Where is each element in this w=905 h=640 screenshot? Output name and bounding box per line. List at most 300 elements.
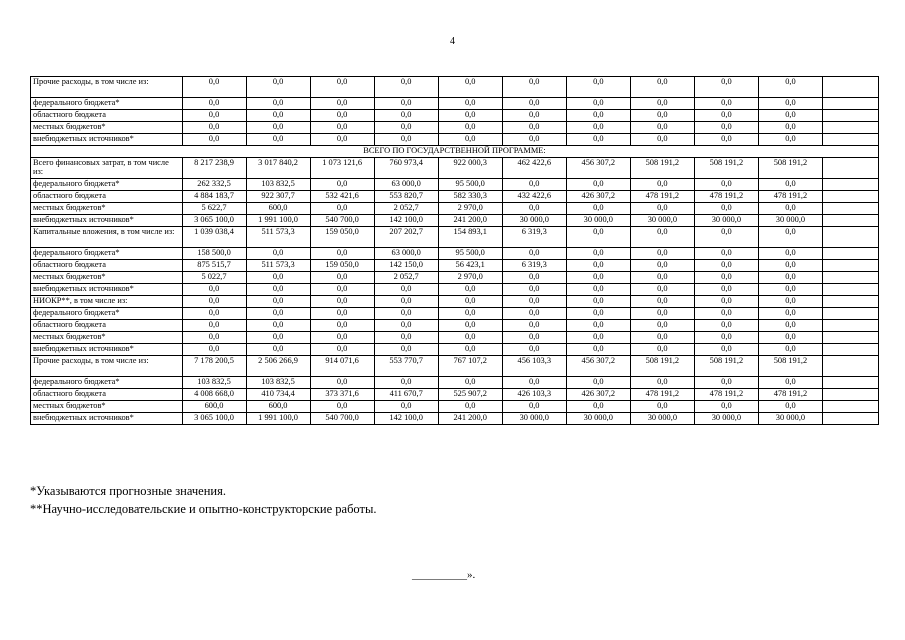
value-cell: 0,0 bbox=[310, 308, 374, 320]
value-cell: 0,0 bbox=[502, 308, 566, 320]
value-cell: 0,0 bbox=[694, 110, 758, 122]
value-cell: 478 191,2 bbox=[758, 191, 822, 203]
empty-cell bbox=[822, 272, 878, 284]
value-cell: 63 000,0 bbox=[374, 248, 438, 260]
value-cell: 0,0 bbox=[694, 98, 758, 110]
value-cell: 6 319,3 bbox=[502, 260, 566, 272]
value-cell: 159 050,0 bbox=[310, 260, 374, 272]
value-cell: 0,0 bbox=[246, 308, 310, 320]
table-row bbox=[31, 122, 879, 134]
value-cell: 478 191,2 bbox=[630, 191, 694, 203]
value-cell: 0,0 bbox=[694, 401, 758, 413]
value-cell: 411 670,7 bbox=[374, 389, 438, 401]
value-cell: 0,0 bbox=[694, 77, 758, 98]
row-label: НИОКР**, в том числе из: bbox=[31, 296, 183, 308]
row-label: Капитальные вложения, в том числе из: bbox=[31, 227, 183, 248]
value-cell: 0,0 bbox=[310, 122, 374, 134]
value-cell: 540 700,0 bbox=[310, 413, 374, 425]
value-cell: 0,0 bbox=[630, 248, 694, 260]
value-cell: 0,0 bbox=[694, 272, 758, 284]
value-cell: 0,0 bbox=[246, 122, 310, 134]
value-cell: 0,0 bbox=[694, 284, 758, 296]
value-cell: 0,0 bbox=[246, 320, 310, 332]
footnote-niokr: **Научно-исследовательские и опытно-конструкторские работы. bbox=[30, 502, 377, 516]
value-cell: 0,0 bbox=[630, 332, 694, 344]
value-cell: 5 022,7 bbox=[182, 272, 246, 284]
value-cell: 0,0 bbox=[502, 134, 566, 146]
table-row bbox=[31, 110, 879, 122]
table-row bbox=[31, 77, 879, 98]
value-cell: 0,0 bbox=[630, 110, 694, 122]
value-cell: 0,0 bbox=[182, 296, 246, 308]
value-cell: 0,0 bbox=[182, 332, 246, 344]
value-cell: 0,0 bbox=[630, 77, 694, 98]
value-cell: 0,0 bbox=[374, 296, 438, 308]
empty-cell bbox=[822, 122, 878, 134]
value-cell: 0,0 bbox=[502, 296, 566, 308]
value-cell: 0,0 bbox=[566, 377, 630, 389]
table-row bbox=[31, 272, 879, 284]
empty-cell bbox=[822, 332, 878, 344]
row-label: федерального бюджета* bbox=[31, 98, 183, 110]
value-cell: 2 970,0 bbox=[438, 203, 502, 215]
value-cell: 0,0 bbox=[246, 77, 310, 98]
empty-cell bbox=[822, 158, 878, 179]
row-label: федерального бюджета* bbox=[31, 248, 183, 260]
value-cell: 0,0 bbox=[630, 227, 694, 248]
value-cell: 508 191,2 bbox=[694, 158, 758, 179]
budget-table-body bbox=[31, 77, 879, 425]
row-label: местных бюджетов* bbox=[31, 122, 183, 134]
value-cell: 478 191,2 bbox=[630, 389, 694, 401]
value-cell: 0,0 bbox=[438, 377, 502, 389]
value-cell: 154 893,1 bbox=[438, 227, 502, 248]
value-cell: 508 191,2 bbox=[694, 356, 758, 377]
table-row bbox=[31, 320, 879, 332]
footnotes bbox=[30, 482, 377, 518]
value-cell: 0,0 bbox=[694, 122, 758, 134]
value-cell: 0,0 bbox=[438, 308, 502, 320]
empty-cell bbox=[822, 260, 878, 272]
empty-cell bbox=[822, 320, 878, 332]
value-cell: 0,0 bbox=[758, 260, 822, 272]
value-cell: 0,0 bbox=[758, 110, 822, 122]
value-cell: 0,0 bbox=[310, 203, 374, 215]
table-row bbox=[31, 308, 879, 320]
value-cell: 0,0 bbox=[310, 110, 374, 122]
table-row bbox=[31, 413, 879, 425]
table-row bbox=[31, 284, 879, 296]
value-cell: 0,0 bbox=[374, 308, 438, 320]
value-cell: 103 832,5 bbox=[182, 377, 246, 389]
value-cell: 0,0 bbox=[566, 272, 630, 284]
row-label: местных бюджетов* bbox=[31, 401, 183, 413]
table-row bbox=[31, 344, 879, 356]
value-cell: 478 191,2 bbox=[758, 389, 822, 401]
value-cell: 0,0 bbox=[182, 98, 246, 110]
empty-cell bbox=[822, 227, 878, 248]
value-cell: 0,0 bbox=[438, 98, 502, 110]
value-cell: 0,0 bbox=[438, 320, 502, 332]
value-cell: 0,0 bbox=[758, 320, 822, 332]
value-cell: 0,0 bbox=[310, 344, 374, 356]
value-cell: 540 700,0 bbox=[310, 215, 374, 227]
value-cell: 426 307,2 bbox=[566, 389, 630, 401]
page-number: 4 bbox=[450, 36, 455, 47]
value-cell: 0,0 bbox=[630, 284, 694, 296]
table-row bbox=[31, 179, 879, 191]
value-cell: 875 515,7 bbox=[182, 260, 246, 272]
table-row bbox=[31, 227, 879, 248]
value-cell: 0,0 bbox=[310, 320, 374, 332]
value-cell: 0,0 bbox=[630, 320, 694, 332]
value-cell: 1 073 121,6 bbox=[310, 158, 374, 179]
value-cell: 241 200,0 bbox=[438, 215, 502, 227]
value-cell: 0,0 bbox=[758, 77, 822, 98]
value-cell: 582 330,3 bbox=[438, 191, 502, 203]
value-cell: 508 191,2 bbox=[630, 158, 694, 179]
value-cell: 6 319,3 bbox=[502, 227, 566, 248]
value-cell: 0,0 bbox=[310, 134, 374, 146]
empty-cell bbox=[822, 284, 878, 296]
value-cell: 0,0 bbox=[246, 110, 310, 122]
value-cell: 0,0 bbox=[694, 296, 758, 308]
table-row bbox=[31, 377, 879, 389]
value-cell: 0,0 bbox=[246, 248, 310, 260]
value-cell: 0,0 bbox=[502, 203, 566, 215]
value-cell: 1 991 100,0 bbox=[246, 215, 310, 227]
value-cell: 0,0 bbox=[182, 344, 246, 356]
value-cell: 30 000,0 bbox=[566, 413, 630, 425]
row-label: федерального бюджета* bbox=[31, 308, 183, 320]
row-label: Всего финансовых затрат, в том числе из: bbox=[31, 158, 183, 179]
value-cell: 0,0 bbox=[502, 284, 566, 296]
value-cell: 0,0 bbox=[438, 332, 502, 344]
value-cell: 0,0 bbox=[182, 320, 246, 332]
value-cell: 0,0 bbox=[758, 284, 822, 296]
value-cell: 478 191,2 bbox=[694, 389, 758, 401]
value-cell: 0,0 bbox=[246, 332, 310, 344]
value-cell: 30 000,0 bbox=[630, 413, 694, 425]
value-cell: 0,0 bbox=[502, 272, 566, 284]
value-cell: 0,0 bbox=[758, 134, 822, 146]
value-cell: 0,0 bbox=[758, 401, 822, 413]
value-cell: 0,0 bbox=[310, 77, 374, 98]
value-cell: 0,0 bbox=[310, 272, 374, 284]
value-cell: 0,0 bbox=[438, 344, 502, 356]
empty-cell bbox=[822, 191, 878, 203]
row-label: местных бюджетов* bbox=[31, 332, 183, 344]
value-cell: 0,0 bbox=[438, 77, 502, 98]
value-cell: 0,0 bbox=[246, 272, 310, 284]
value-cell: 2 506 266,9 bbox=[246, 356, 310, 377]
empty-cell bbox=[822, 389, 878, 401]
value-cell: 0,0 bbox=[502, 320, 566, 332]
row-label: областного бюджета bbox=[31, 260, 183, 272]
value-cell: 0,0 bbox=[694, 260, 758, 272]
empty-cell bbox=[822, 215, 878, 227]
budget-table bbox=[30, 76, 879, 425]
value-cell: 0,0 bbox=[182, 284, 246, 296]
value-cell: 456 307,2 bbox=[566, 158, 630, 179]
table-row bbox=[31, 203, 879, 215]
value-cell: 0,0 bbox=[374, 284, 438, 296]
value-cell: 0,0 bbox=[566, 284, 630, 296]
value-cell: 914 071,6 bbox=[310, 356, 374, 377]
value-cell: 767 107,2 bbox=[438, 356, 502, 377]
value-cell: 95 500,0 bbox=[438, 248, 502, 260]
value-cell: 0,0 bbox=[502, 98, 566, 110]
value-cell: 0,0 bbox=[310, 401, 374, 413]
value-cell: 553 770,7 bbox=[374, 356, 438, 377]
value-cell: 4 884 183,7 bbox=[182, 191, 246, 203]
value-cell: 142 150,0 bbox=[374, 260, 438, 272]
value-cell: 0,0 bbox=[758, 203, 822, 215]
value-cell: 1 039 038,4 bbox=[182, 227, 246, 248]
footnote-forecast: *Указываются прогнозные значения. bbox=[30, 484, 226, 498]
row-label: федерального бюджета* bbox=[31, 377, 183, 389]
value-cell: 0,0 bbox=[438, 110, 502, 122]
value-cell: 0,0 bbox=[374, 77, 438, 98]
value-cell: 0,0 bbox=[246, 134, 310, 146]
value-cell: 0,0 bbox=[630, 272, 694, 284]
empty-cell bbox=[822, 77, 878, 98]
row-label: Прочие расходы, в том числе из: bbox=[31, 356, 183, 377]
empty-cell bbox=[822, 356, 878, 377]
closing-mark: __________». bbox=[412, 569, 476, 581]
value-cell: 426 307,2 bbox=[566, 191, 630, 203]
value-cell: 0,0 bbox=[374, 320, 438, 332]
value-cell: 0,0 bbox=[566, 248, 630, 260]
value-cell: 525 907,2 bbox=[438, 389, 502, 401]
row-label: областного бюджета bbox=[31, 320, 183, 332]
empty-cell bbox=[822, 401, 878, 413]
value-cell: 373 371,6 bbox=[310, 389, 374, 401]
value-cell: 0,0 bbox=[374, 401, 438, 413]
value-cell: 0,0 bbox=[310, 179, 374, 191]
value-cell: 0,0 bbox=[694, 308, 758, 320]
value-cell: 30 000,0 bbox=[566, 215, 630, 227]
row-label: внебюджетных источников* bbox=[31, 215, 183, 227]
value-cell: 0,0 bbox=[630, 203, 694, 215]
value-cell: 478 191,2 bbox=[694, 191, 758, 203]
value-cell: 0,0 bbox=[630, 308, 694, 320]
value-cell: 0,0 bbox=[310, 296, 374, 308]
value-cell: 2 052,7 bbox=[374, 203, 438, 215]
value-cell: 426 103,3 bbox=[502, 389, 566, 401]
value-cell: 511 573,3 bbox=[246, 227, 310, 248]
value-cell: 0,0 bbox=[438, 134, 502, 146]
value-cell: 0,0 bbox=[630, 122, 694, 134]
value-cell: 0,0 bbox=[438, 296, 502, 308]
value-cell: 0,0 bbox=[566, 260, 630, 272]
value-cell: 0,0 bbox=[502, 122, 566, 134]
value-cell: 0,0 bbox=[694, 332, 758, 344]
value-cell: 0,0 bbox=[246, 296, 310, 308]
value-cell: 0,0 bbox=[566, 401, 630, 413]
value-cell: 30 000,0 bbox=[694, 413, 758, 425]
value-cell: 0,0 bbox=[502, 401, 566, 413]
value-cell: 432 422,6 bbox=[502, 191, 566, 203]
empty-cell bbox=[822, 110, 878, 122]
value-cell: 456 307,2 bbox=[566, 356, 630, 377]
value-cell: 30 000,0 bbox=[502, 215, 566, 227]
value-cell: 1 991 100,0 bbox=[246, 413, 310, 425]
value-cell: 56 423,1 bbox=[438, 260, 502, 272]
value-cell: 0,0 bbox=[566, 110, 630, 122]
value-cell: 0,0 bbox=[758, 179, 822, 191]
table-row bbox=[31, 248, 879, 260]
value-cell: 142 100,0 bbox=[374, 413, 438, 425]
value-cell: 8 217 238,9 bbox=[182, 158, 246, 179]
value-cell: 0,0 bbox=[566, 227, 630, 248]
value-cell: 0,0 bbox=[694, 203, 758, 215]
value-cell: 0,0 bbox=[438, 122, 502, 134]
value-cell: 600,0 bbox=[246, 203, 310, 215]
table-row bbox=[31, 401, 879, 413]
value-cell: 0,0 bbox=[758, 377, 822, 389]
empty-cell bbox=[822, 344, 878, 356]
value-cell: 0,0 bbox=[310, 332, 374, 344]
value-cell: 159 050,0 bbox=[310, 227, 374, 248]
value-cell: 0,0 bbox=[374, 332, 438, 344]
value-cell: 922 307,7 bbox=[246, 191, 310, 203]
value-cell: 0,0 bbox=[374, 134, 438, 146]
table-row bbox=[31, 260, 879, 272]
row-label: внебюджетных источников* bbox=[31, 134, 183, 146]
value-cell: 0,0 bbox=[246, 98, 310, 110]
value-cell: 0,0 bbox=[566, 296, 630, 308]
value-cell: 0,0 bbox=[630, 179, 694, 191]
value-cell: 0,0 bbox=[694, 344, 758, 356]
value-cell: 760 973,4 bbox=[374, 158, 438, 179]
empty-cell bbox=[822, 179, 878, 191]
value-cell: 410 734,4 bbox=[246, 389, 310, 401]
value-cell: 0,0 bbox=[182, 308, 246, 320]
value-cell: 0,0 bbox=[758, 344, 822, 356]
value-cell: 600,0 bbox=[246, 401, 310, 413]
empty-cell bbox=[822, 248, 878, 260]
value-cell: 0,0 bbox=[182, 134, 246, 146]
value-cell: 456 103,3 bbox=[502, 356, 566, 377]
value-cell: 30 000,0 bbox=[630, 215, 694, 227]
table-row bbox=[31, 332, 879, 344]
value-cell: 0,0 bbox=[566, 77, 630, 98]
value-cell: 3 065 100,0 bbox=[182, 413, 246, 425]
value-cell: 4 008 668,0 bbox=[182, 389, 246, 401]
value-cell: 0,0 bbox=[630, 401, 694, 413]
table-row bbox=[31, 356, 879, 377]
value-cell: 0,0 bbox=[566, 344, 630, 356]
row-label: областного бюджета bbox=[31, 191, 183, 203]
value-cell: 0,0 bbox=[694, 377, 758, 389]
value-cell: 0,0 bbox=[630, 98, 694, 110]
value-cell: 0,0 bbox=[246, 344, 310, 356]
row-label: внебюджетных источников* bbox=[31, 413, 183, 425]
value-cell: 7 178 200,5 bbox=[182, 356, 246, 377]
value-cell: 553 820,7 bbox=[374, 191, 438, 203]
value-cell: 0,0 bbox=[758, 296, 822, 308]
value-cell: 0,0 bbox=[566, 203, 630, 215]
value-cell: 0,0 bbox=[566, 98, 630, 110]
value-cell: 511 573,3 bbox=[246, 260, 310, 272]
row-label: областного бюджета bbox=[31, 389, 183, 401]
value-cell: 30 000,0 bbox=[758, 215, 822, 227]
value-cell: 0,0 bbox=[694, 248, 758, 260]
value-cell: 532 421,6 bbox=[310, 191, 374, 203]
value-cell: 30 000,0 bbox=[694, 215, 758, 227]
empty-cell bbox=[822, 134, 878, 146]
value-cell: 922 000,3 bbox=[438, 158, 502, 179]
row-label: внебюджетных источников* bbox=[31, 344, 183, 356]
value-cell: 0,0 bbox=[694, 134, 758, 146]
value-cell: 63 000,0 bbox=[374, 179, 438, 191]
value-cell: 0,0 bbox=[182, 122, 246, 134]
empty-cell bbox=[822, 296, 878, 308]
value-cell: 0,0 bbox=[566, 179, 630, 191]
table-row bbox=[31, 389, 879, 401]
value-cell: 30 000,0 bbox=[502, 413, 566, 425]
value-cell: 262 332,5 bbox=[182, 179, 246, 191]
value-cell: 158 500,0 bbox=[182, 248, 246, 260]
value-cell: 0,0 bbox=[630, 377, 694, 389]
row-label: местных бюджетов* bbox=[31, 203, 183, 215]
value-cell: 0,0 bbox=[502, 179, 566, 191]
value-cell: 103 832,5 bbox=[246, 179, 310, 191]
empty-cell bbox=[822, 98, 878, 110]
row-label: местных бюджетов* bbox=[31, 272, 183, 284]
value-cell: 0,0 bbox=[246, 284, 310, 296]
value-cell: 0,0 bbox=[630, 344, 694, 356]
empty-cell bbox=[822, 413, 878, 425]
value-cell: 0,0 bbox=[502, 77, 566, 98]
value-cell: 3 017 840,2 bbox=[246, 158, 310, 179]
value-cell: 0,0 bbox=[758, 227, 822, 248]
value-cell: 0,0 bbox=[502, 332, 566, 344]
value-cell: 0,0 bbox=[758, 122, 822, 134]
table-row bbox=[31, 98, 879, 110]
value-cell: 30 000,0 bbox=[758, 413, 822, 425]
row-label: внебюджетных источников* bbox=[31, 284, 183, 296]
value-cell: 462 422,6 bbox=[502, 158, 566, 179]
value-cell: 103 832,5 bbox=[246, 377, 310, 389]
value-cell: 0,0 bbox=[630, 134, 694, 146]
value-cell: 2 970,0 bbox=[438, 272, 502, 284]
table-row bbox=[31, 296, 879, 308]
value-cell: 0,0 bbox=[438, 284, 502, 296]
value-cell: 0,0 bbox=[694, 227, 758, 248]
empty-cell bbox=[822, 203, 878, 215]
table-row bbox=[31, 134, 879, 146]
value-cell: 0,0 bbox=[758, 98, 822, 110]
value-cell: 0,0 bbox=[310, 377, 374, 389]
value-cell: 0,0 bbox=[758, 248, 822, 260]
value-cell: 142 100,0 bbox=[374, 215, 438, 227]
value-cell: 600,0 bbox=[182, 401, 246, 413]
value-cell: 0,0 bbox=[438, 401, 502, 413]
section-title: ВСЕГО ПО ГОСУДАРСТВЕННОЙ ПРОГРАММЕ: bbox=[31, 146, 879, 158]
value-cell: 0,0 bbox=[758, 332, 822, 344]
value-cell: 0,0 bbox=[566, 332, 630, 344]
value-cell: 0,0 bbox=[566, 308, 630, 320]
value-cell: 0,0 bbox=[630, 296, 694, 308]
empty-cell bbox=[822, 377, 878, 389]
row-label: областного бюджета bbox=[31, 110, 183, 122]
section-header-row bbox=[31, 146, 879, 158]
value-cell: 0,0 bbox=[374, 110, 438, 122]
value-cell: 0,0 bbox=[758, 308, 822, 320]
value-cell: 0,0 bbox=[566, 134, 630, 146]
